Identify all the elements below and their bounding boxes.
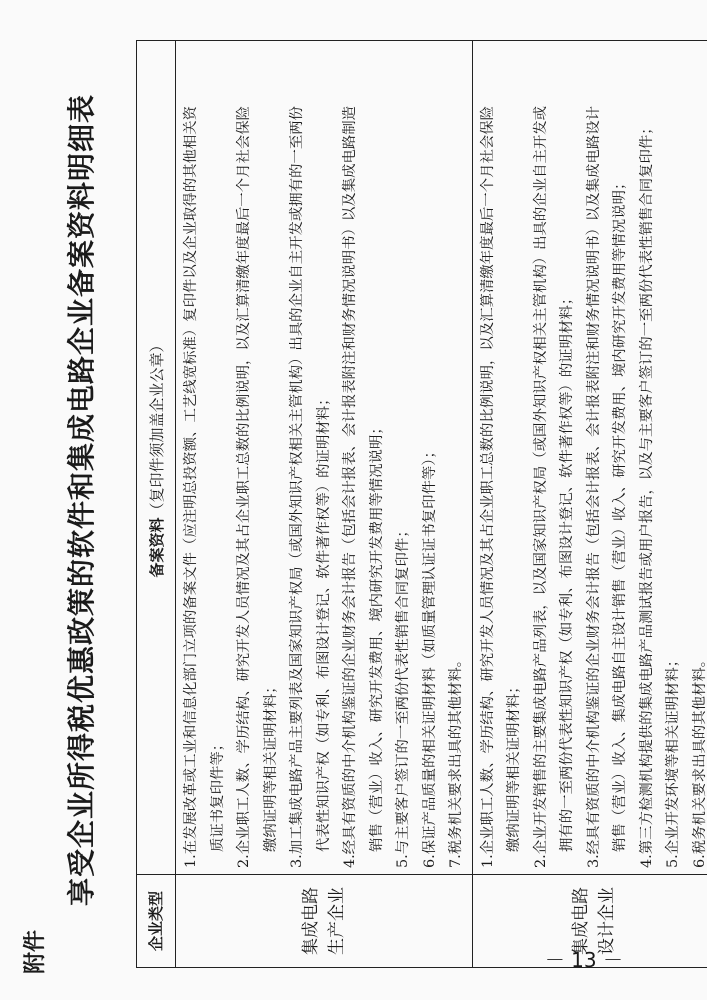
material-line: 5.与主要客户签订的一至两份代表性销售合同复印件； <box>395 523 411 868</box>
material-line: 2.企业职工人数、学历结构、研究开发人员情况及其占企业职工总数的比例说明，以及汇算清缴年度最后一个月社会保险 <box>236 105 252 868</box>
material-line: 2.企业开发销售的主要集成电路产品列表，以及国家知识产权局（或国外知识产权相关主管机构）出具的企业自主开发或 <box>532 105 549 868</box>
material-line: 5.企业开发环境等相关证明材料； <box>665 652 681 868</box>
material-line: 7.税务机关要求出具的其他材料。 <box>448 652 464 868</box>
material-line: 缴纳证明等相关证明材料； <box>262 679 279 852</box>
page-number: － 13 － <box>544 948 623 972</box>
material-line: 销售（营业）收入、研究开发费用、境内研究开发费用等情况说明； <box>368 420 385 852</box>
attachment-label: 附件 <box>23 929 48 974</box>
material-line: 3.经具有资质的中介机构鉴证的企业财务会计报告（包括会计报表、会计报表附注和财务情况说明书）以及集成电路设计 <box>585 105 602 868</box>
material-line: 6.保证产品质量的相关证明材料（如质量管理认证证书复印件等）； <box>421 444 438 868</box>
category-cell <box>176 875 473 968</box>
material-line: 3.加工集成电路产品主要列表及国家知识产权局（或国外知识产权相关主管机构）出具的企业自主开发或拥有的一至两份 <box>289 105 305 868</box>
header-filing-materials <box>137 41 176 875</box>
material-line: 6.税务机关要求出具的其他材料。 <box>691 652 707 868</box>
material-line: 销售（营业）收入、集成电路自主设计销售（营业）收入、研究开发费用、境内研究开发费用等情况说明； <box>612 175 628 852</box>
rotated-content <box>16 20 707 980</box>
table-header-row <box>137 41 176 968</box>
header-enterprise-type: 企业类型 <box>137 875 176 968</box>
material-line: 拥有的一至两份代表性知识产权（如专利、布图设计登记、软件著作权等）的证明材料； <box>559 290 575 852</box>
document-title: 享受企业所得税优惠政策的软件和集成电路企业备案资料明细表 <box>65 94 98 907</box>
category-line: 集成电路 <box>570 887 591 955</box>
filing-table <box>136 40 707 968</box>
material-line: 代表性知识产权（如专利、布图设计登记、软件著作权等）的证明材料； <box>315 391 332 852</box>
materials-cell <box>176 41 473 875</box>
material-line: 1.在发展改革或工业和信息化部门立项的备案文件（应注明总投资额、工艺线宽标准）复印件以及企业取得的其他相关资 <box>183 105 199 868</box>
materials-cell <box>472 41 707 875</box>
table-row <box>472 41 707 968</box>
material-line: 缴纳证明等相关证明材料； <box>506 679 522 852</box>
category-line: 设计企业 <box>596 887 617 955</box>
category-line: 生产企业 <box>326 887 347 955</box>
header-filing-materials-label: 备案资料 <box>147 517 166 578</box>
material-line: 质证书复印件等； <box>209 736 226 852</box>
category-line: 集成电路 <box>300 887 321 955</box>
material-line: 4.经具有资质的中介机构鉴证的企业财务会计报告（包括会计报表、会计报表附注和财务情况说明书）以及集成电路制造 <box>342 105 358 868</box>
table-row <box>176 41 473 968</box>
header-filing-note: （复印件须加盖企业公章） <box>147 337 166 518</box>
material-line: 1.企业职工人数、学历结构、研究开发人员情况及其占企业职工总数的比例说明，以及汇算清缴年度最后一个月社会保险 <box>479 105 496 868</box>
material-line: 4.第三方检测机构提供的集成电路产品测试报告或用户报告，以及与主要客户签订的一至两份代表性销售合同复印件； <box>638 120 655 868</box>
